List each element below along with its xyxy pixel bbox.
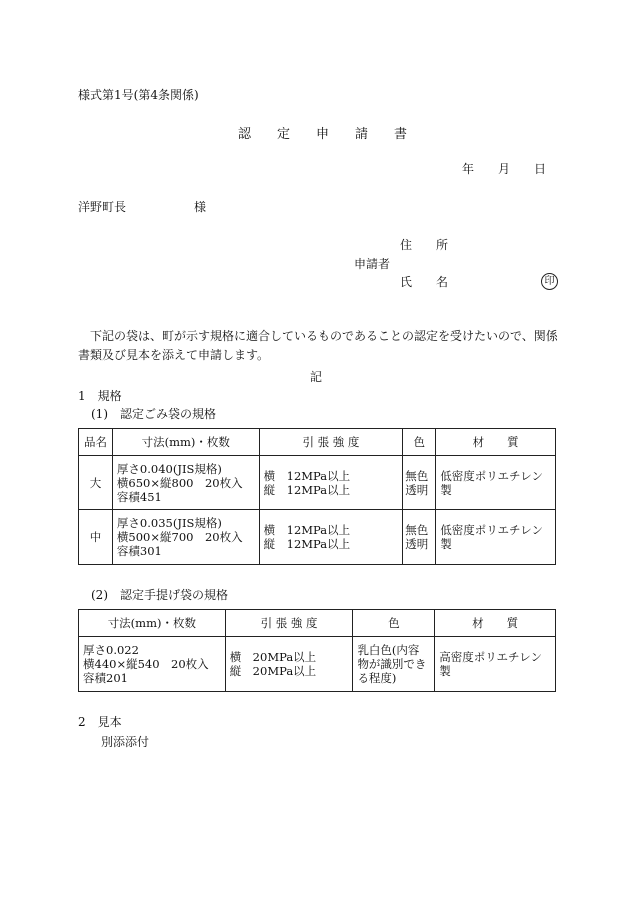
table1-row1-size: 厚さ0.040(JIS規格) 横650×縦800 20枚入 容積451 [112,456,259,510]
sub2-heading: (2) 認定手提げ袋の規格 [91,588,228,602]
table-row [79,510,556,565]
honorific: 様 [194,200,207,214]
hand-bag-spec-table [78,609,556,692]
document-title: 認 定 申 請 書 [238,127,408,142]
ki-label: 記 [310,370,323,384]
table1-header-row [79,429,556,456]
table2-header-strength: 引 張 強 度 [225,610,353,637]
section2-heading: 2 見本 [78,715,122,729]
garbage-bag-spec-table [78,428,556,565]
table1-row1-material: 低密度ポリエチレン 製 [436,456,556,510]
seal-mark: 印 [541,273,558,290]
table1-header-size: 寸法(mm)・枚数 [112,429,259,456]
name-label: 氏 名 [400,275,449,289]
table1-row2-size: 厚さ0.035(JIS規格) 横500×縦700 20枚入 容積301 [112,510,259,565]
table2-row1-size: 厚さ0.022 横440×縦540 20枚入 容積201 [79,637,226,692]
sub1-heading: (1) 認定ごみ袋の規格 [91,407,216,421]
table-row [79,637,556,692]
applicant-label: 申請者 [354,257,391,271]
table1-header-name: 品名 [79,429,113,456]
table1-row2-name: 中 [79,510,113,565]
form-label: 様式第1号(第4条関係) [78,88,199,102]
table1-header-material: 材 質 [436,429,556,456]
date-line: 年 月 日 [462,162,547,176]
table1-row2-color: 無色 透明 [403,510,436,565]
table1-row1-name: 大 [79,456,113,510]
section1-heading: 1 規格 [78,389,122,403]
table1-header-color: 色 [403,429,436,456]
addressee: 洋野町長 [78,200,127,214]
table2-row1-strength: 横 20MPa以上 縦 20MPa以上 [225,637,353,692]
table1-row2-strength: 横 12MPa以上 縦 12MPa以上 [259,510,403,565]
table1-row1-color: 無色 透明 [403,456,436,510]
table-row [79,456,556,510]
table2-row1-material: 高密度ポリエチレン 製 [435,637,556,692]
table1-row1-strength: 横 12MPa以上 縦 12MPa以上 [259,456,403,510]
request-body-text: 下記の袋は、町が示す規格に適合しているものであることの認定を受けたいので、関係書類及び見本を添えて申請します。 [78,329,558,362]
table2-header-size: 寸法(mm)・枚数 [79,610,226,637]
section2-body: 別添添付 [101,735,150,749]
table1-row2-material: 低密度ポリエチレン 製 [436,510,556,565]
table2-header-row [79,610,556,637]
address-label: 住 所 [400,238,449,252]
table1-header-strength: 引 張 強 度 [259,429,403,456]
table2-row1-color: 乳白色(内容 物が識別でき る程度) [353,637,435,692]
table2-header-material: 材 質 [435,610,556,637]
table2-header-color: 色 [353,610,435,637]
